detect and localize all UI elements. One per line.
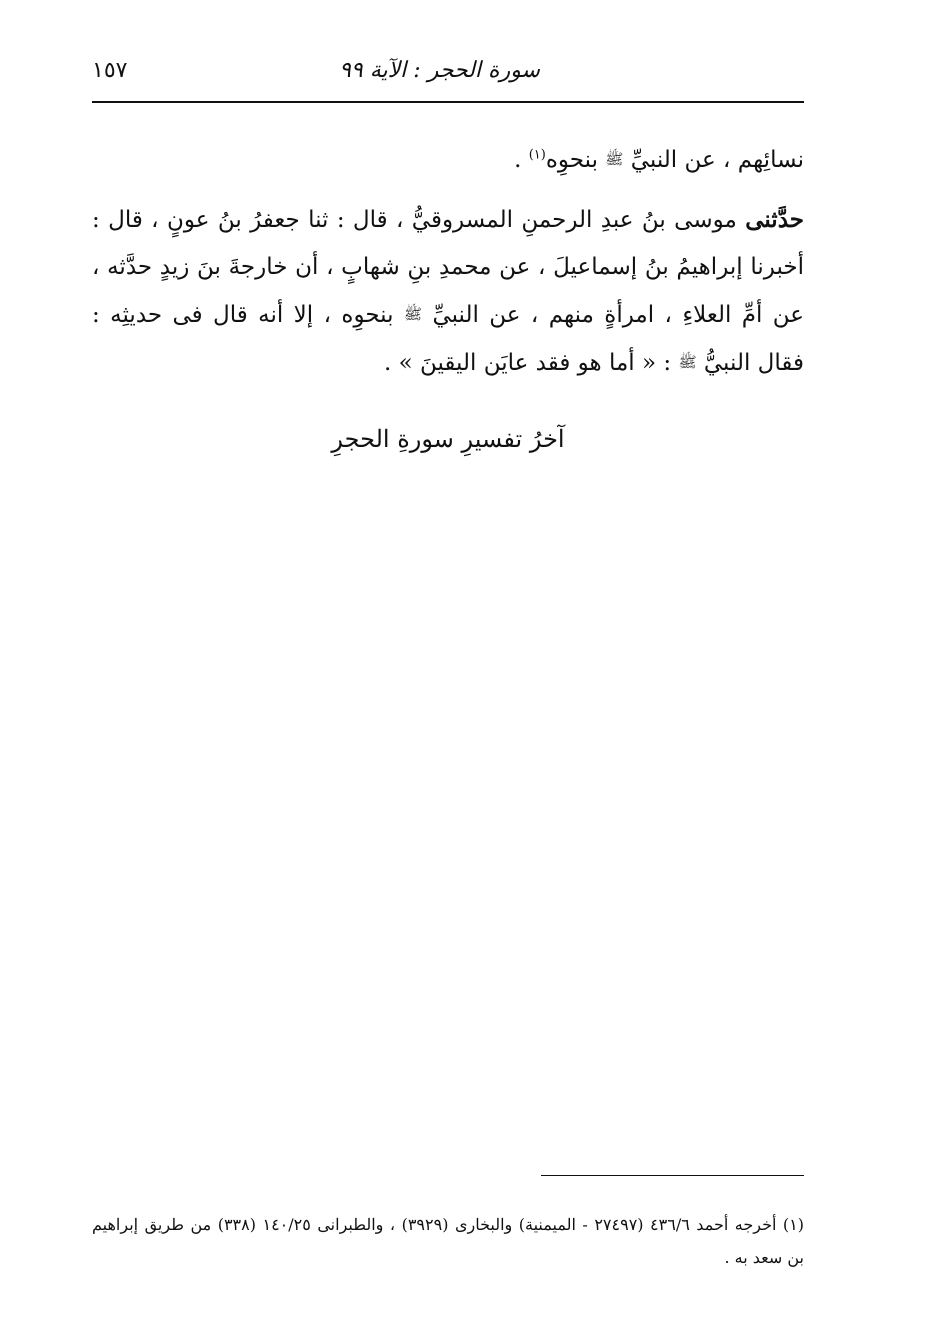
salla-symbol: ﷺ (678, 353, 697, 371)
paragraph-1-continuation: بنحوِه (545, 147, 598, 173)
paragraph-2 (92, 196, 804, 387)
running-title: سورة الحجر : الآية ٩٩ (339, 58, 540, 83)
paragraph-1-end: . (514, 147, 529, 173)
paragraph-2-middle: بنحوِه ، إلا أنه قال فى حديثِه : فقال النبيُّ (92, 302, 804, 376)
paragraph-1-text: نسائِهم ، عن النبيِّ (630, 147, 804, 173)
salla-symbol: ﷺ (403, 305, 423, 323)
page-header (92, 58, 804, 94)
footnotes (92, 1208, 804, 1274)
salla-symbol: ﷺ (605, 150, 624, 168)
paragraph-1 (92, 136, 804, 184)
footnote-reference[interactable]: (١) (528, 147, 546, 163)
paragraph-spacer (92, 184, 804, 196)
footnote-divider (541, 1175, 804, 1176)
footnote-1: (١) أخرجه أحمد ٤٣٦/٦ (٢٧٤٩٧ - الميمنية) والبخارى (٣٩٢٩) ، والطبرانى ١٤٠/٢٥ (٣٣٨) من طريق إبراهيم بن سعد به . (92, 1215, 805, 1267)
page-number: ١٥٧ (92, 58, 128, 83)
header-divider (92, 101, 804, 103)
paragraph-2-end: : « أما هو فقد عايَن اليقينَ » . (383, 350, 679, 376)
section-end-heading: آخرُ تفسيرِ سورةِ الحجرِ (331, 425, 565, 453)
paragraph-2-lead-word: حدَّثنى (745, 206, 804, 233)
main-text (92, 136, 804, 387)
paragraph-2-text: موسى بنُ عبدِ الرحمنِ المسروقيُّ ، قال : ثنا جعفرُ بنُ عونٍ ، قال : أخبرنا إبراهيمُ بنُ إسماعيلَ ، عن محمدِ بنِ شهابٍ ، أن خارجةَ بنَ زيدٍ حدَّثه ، عن أمِّ العلاءِ ، امرأةٍ منهم ، عن النبيِّ (92, 207, 805, 328)
